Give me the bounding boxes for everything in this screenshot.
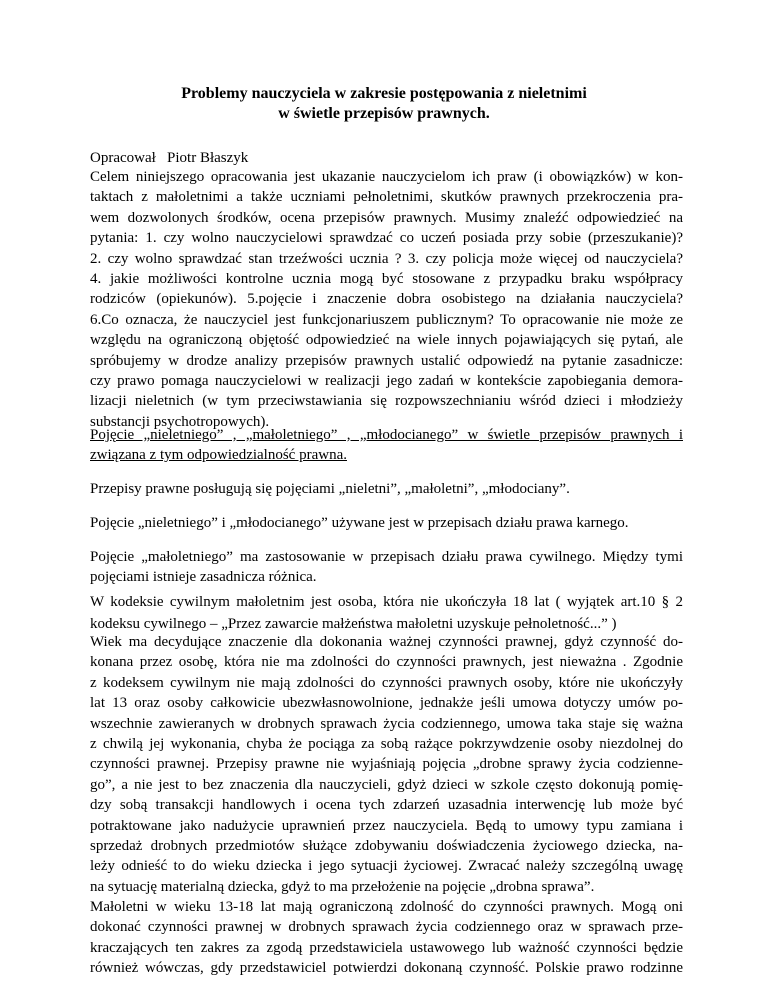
text-line: z kodeksem cywilnym nie mają zdolności do czynności prawnych osoby, które nie ukończyły [90, 674, 683, 691]
text-line: lizacji nieletnich (w tym przeciwstawiania się rozpowszechnianiu wśród dzieci i młodzieży [90, 393, 683, 410]
text-line: sprzedaż drobnych przedmiotów służące zdobywaniu doświadczenia życiowego dziecka, na- [90, 837, 683, 854]
text-line: dokonać czynności prawnej w drobnych sprawach życia codziennego oraz w sprawach prze- [90, 919, 683, 936]
text-line: konana przez osobę, która nie ma zdolności do czynności prawnych, jest nieważna . Zgodnie [90, 654, 683, 671]
heading-line: Pojęcie „nieletniego” , „małoletniego” , „młodocianego” w świetle przepisów prawnych i [90, 427, 683, 443]
text-line: taktach z małoletnimi a także uczniami pełnoletnimi, skutków prawnych przekroczenia pra- [90, 189, 683, 206]
text-line: Wiek ma decydujące znaczenie dla dokonania ważnej czynności prawnej, gdyż czynność do- [90, 634, 683, 650]
paragraph-3 [90, 547, 683, 588]
text-line: rodziców (opiekunów). 5.pojęcie i znaczenie dobra osobistego na działania nauczyciela? [90, 291, 683, 308]
text-line: na sytuację materialną dziecka, gdyż to ma przełożenie na pojęcie „drobna sprawa”. [90, 878, 595, 895]
text-line: czynności prawnej. Przepisy prawne nie wyjaśniają pojęcia „drobne sprawy życia codzienne- [90, 756, 683, 773]
document-title [60, 84, 708, 124]
text-line: kodeksu cywilnego – „Przez zawarcie małżeństwa małoletni uzyskuje pełnoletność...” ) [90, 616, 617, 632]
text-line: go”, a nie jest to bez znaczenia dla nauczycieli, gdyż dzieci w szkole często dokonują pomię- [90, 776, 683, 793]
text-line: Pojęcie „małoletniego” ma zastosowanie w przepisach działu prawa cywilnego. Między tymi [90, 549, 683, 565]
author-line: Opracował Piotr Błaszyk [90, 150, 249, 166]
text-line: czy prawo pomaga nauczycielowi w realizacji jego zadań w kontekście zapobiegania demora- [90, 372, 683, 389]
text-line: leży odnieść to do wieku dziecka i jego sytuacji życiowej. Zwracać należy szczególną uwagę [90, 858, 683, 875]
text-line: z chwilą jej wykonania, chyba że pociąga za sobą rażące pokrzywdzenie osoby niezdolnej do [90, 735, 683, 752]
text-line: lat 13 oraz osoby całkowicie ubezwłasnowolnione, jednakże jeśli umowa dotyczy umów po- [90, 695, 683, 712]
text-line: również wówczas, gdy przedstawiciel potwierdzi dokonaną czynność. Polskie prawo rodzinne [90, 960, 683, 977]
text-line: 4. jakie możliwości kontrolne ucznia mogą być stosowane z przypadku braku współpracy [90, 270, 683, 287]
text-line: Małoletni w wieku 13-18 lat mają ograniczoną zdolność do czynności prawnych. Mogą oni [90, 899, 683, 916]
text-line: dzy sobą transakcji handlowych i ocena tych zdarzeń uzasadnia interwencję lub może być [90, 797, 683, 814]
title-line-2: w świetle przepisów prawnych. [278, 105, 490, 122]
text-line: wem dozwolonych środków, ocena przepisów prawnych. Musimy znaleźć odpowiedzieć na [90, 209, 683, 226]
text-line: kraczających ten zakres za zgodą przedstawiciela ustawowego lub ważność czynności będzie [90, 939, 683, 956]
text-line: spróbujemy w drodze analizy przepisów prawnych ustalić odpowiedź na pytanie zasadnicze: [90, 352, 683, 369]
intro-paragraph [90, 167, 683, 432]
text-line: 6.Co oznacza, że nauczyciel jest funkcjonariuszem publicznym? To opracowanie nie może ze [90, 311, 683, 328]
paragraph-4 [90, 591, 683, 634]
section-heading [90, 425, 683, 466]
text-line: potraktowane jako nadużycie uprawnień przez nauczyciela. Będą to umowy typu zamiana i [90, 817, 683, 834]
text-line: pytania: 1. czy wolno nauczycielowi sprawdzać co uczeń posiada przy sobie (przeszukanie)? [90, 230, 683, 247]
paragraph-1: Przepisy prawne posługują się pojęciami „nieletni”, „małoletni”, „młodociany”. [90, 481, 570, 497]
text-line: wszechnie zawieranych w drobnych sprawach życia codziennego, umowa taka staje się ważna [90, 715, 683, 732]
text-line: W kodeksie cywilnym małoletnim jest osoba, która nie ukończyła 18 lat ( wyjątek art.10 § 2 [90, 594, 683, 610]
heading-line: związana z tym odpowiedzialność prawna. [90, 447, 347, 464]
text-line: substancji psychotropowych). [90, 413, 270, 430]
text-line: 2. czy wolno sprawdzać stan trzeźwości ucznia ? 3. czy policja może więcej od nauczyciela? [90, 250, 683, 267]
paragraph-5 [90, 632, 683, 979]
text-line: Celem niniejszego opracowania jest ukazanie nauczycielom ich praw (i obowiązków) w kon- [90, 169, 683, 185]
text-line: pojęciami istnieje zasadnicza różnica. [90, 569, 317, 586]
paragraph-2: Pojęcie „nieletniego” i „młodocianego” używane jest w przepisach działu prawa karnego. [90, 515, 629, 531]
text-line: względu na ograniczoną objętość odpowiedzieć na wiele innych pojawiających się pytań, ale [90, 332, 683, 349]
title-line-1: Problemy nauczyciela w zakresie postępowania z nieletnimi [181, 85, 587, 102]
